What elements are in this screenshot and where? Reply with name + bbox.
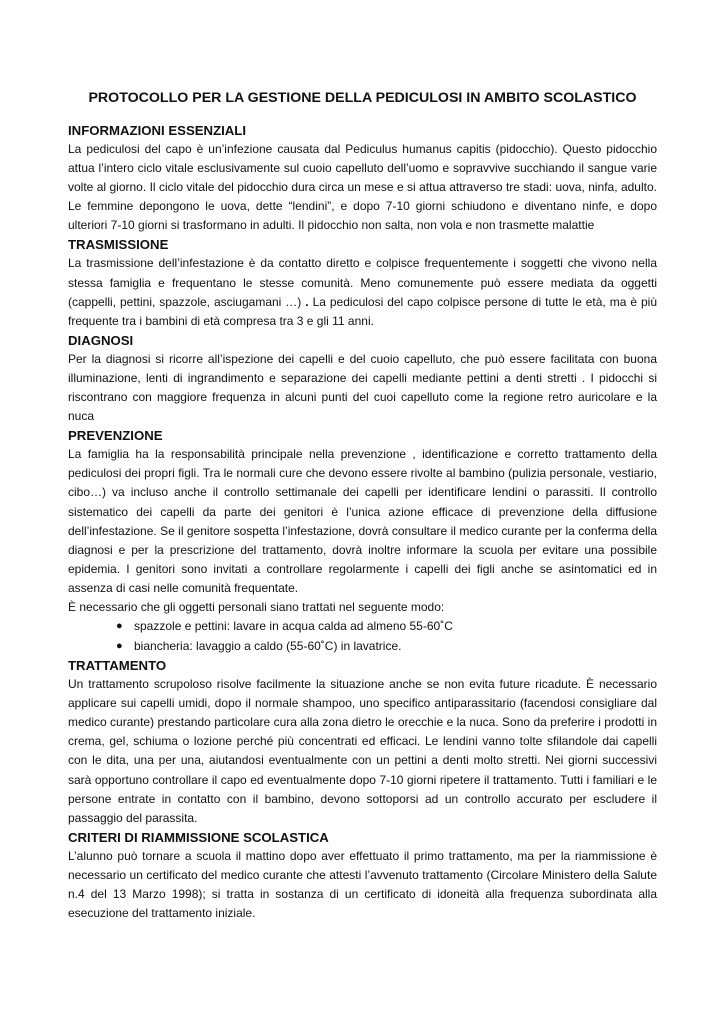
list-item-text: spazzole e pettini: lavare in acqua calda ad almeno 55-60˚C bbox=[134, 619, 453, 634]
section-heading-prevenzione: PREVENZIONE bbox=[68, 428, 163, 444]
list-item bbox=[116, 617, 657, 637]
section-text-trattamento: Un trattamento scrupoloso risolve facilmente la situazione anche se non evita future ricadute. È necessario applicare sui capelli umidi, dopo il normale shampoo, uno specifico antiparassitario (facendosi consigliare dal medico curante) prestando particolare cura alla zona dietro le orecchie e la nuca. Sono da preferire i prodotti in crema, gel, schiuma o lozione perché più concentrati ed efficaci. Le lendini vanno tolte sfilandole dai capelli con le dita, una per una, aiutandosi eventualmente con un pettini a denti molto stretti. Nei giorni successivi sarà opportuno controllare il capo ed eventualmente dopo 7-10 giorni ripetere il trattamento. Tutti i familiari e le persone entrate in contatto con il bambino, devono sottoporsi ad un controllo accurato per escludere il passaggio del parassita. bbox=[68, 677, 657, 825]
section-text-trasmissione bbox=[68, 254, 657, 330]
section-text-prevenzione-oggetti: È necessario che gli oggetti personali siano trattati nel seguente modo: bbox=[68, 599, 445, 614]
section-text-informazioni: La pediculosi del capo è un’infezione causata dal Pediculus humanus capitis (pidocchio). Questo pidocchio attua l’intero ciclo vitale esclusivamente sul cuoio capelluto dell’uomo e sopravvive succhiando il sangue varie volte al giorno. Il ciclo vitale del pidocchio dura circa un mese e si attua attraverso tre stadi: uova, ninfa, adulto. Le femmine depongono le uova, dette “lendini”, e dopo 7-10 giorni schiudono e diventano ninfe, e dopo ulteriori 7-10 giorni si trasformano in adulti. Il pidocchio non salta, non vola e non trasmette malattie bbox=[68, 142, 657, 233]
trasmissione-bold-dot: . bbox=[301, 294, 309, 309]
list-item bbox=[116, 637, 657, 657]
section-prevenzione bbox=[68, 427, 657, 656]
trasmissione-text-part2: La pediculosi del capo colpisce persone di tutte le età, ma è più frequente tra i bambini di età compresa tra 3 e gli 11 anni. bbox=[68, 294, 658, 328]
section-criteri bbox=[68, 829, 657, 923]
document-page bbox=[68, 88, 657, 924]
section-heading-criteri: CRITERI DI RIAMMISSIONE SCOLASTICA bbox=[68, 829, 329, 845]
section-text-prevenzione: La famiglia ha la responsabilità principale nella prevenzione , identificazione e corretto trattamento della pediculosi dei propri figli. Tra le normali cure che devono essere rivolte al bambino (pulizia personale, vestiario, cibo…) va incluso anche il controllo settimanale dei capelli per identificare lendini o parassiti. Il controllo sistematico dei capelli da parte dei genitori è l’unica azione efficace di prevenzione della diffusione dell’infestazione. Se il genitore sospetta l’infestazione, dovrà consultare il medico curante per la conferma della diagnosi e per la prescrizione del trattamento, dovrà inoltre informare la scuola per evitare una possibile epidemia. I genitori sono invitati a controllare regolarmente i capelli dei figli anche se asintomatici ed in assenza di casi nelle comunità frequentate. bbox=[68, 447, 657, 595]
list-item-text: biancheria: lavaggio a caldo (55-60˚C) in lavatrice. bbox=[134, 638, 402, 653]
bullet-icon: ● bbox=[116, 639, 123, 652]
section-text-diagnosi: Per la diagnosi si ricorre all’ispezione dei capelli e del cuoio capelluto, che può essere facilitata con buona illuminazione, lenti di ingrandimento e separazione dei capelli mediante pettini a denti stretti . I pidocchi si riscontrano con maggiore frequenza in alcuni punti del cuoi capelluto come la regione retro auricolare e la nuca bbox=[68, 351, 657, 424]
bullet-icon: ● bbox=[116, 620, 123, 633]
section-trasmissione bbox=[68, 236, 657, 330]
section-informazioni bbox=[68, 122, 657, 235]
trasmissione-text-part1: La trasmissione dell’infestazione è da contatto diretto e colpisce frequentemente i soggetti che vivono nella stessa famiglia e frequentano le stesse comunità. Meno comunemente può essere mediata da oggetti (cappelli, pettini, spazzole, asciugamani …) bbox=[68, 256, 657, 309]
document-title: PROTOCOLLO PER LA GESTIONE DELLA PEDICULOSI IN AMBITO SCOLASTICO bbox=[88, 90, 637, 106]
section-heading-informazioni: INFORMAZIONI ESSENZIALI bbox=[68, 123, 247, 138]
section-heading-diagnosi: DIAGNOSI bbox=[68, 332, 134, 348]
section-text-criteri: L’alunno può tornare a scuola il mattino dopo aver effettuato il primo trattamento, ma per la riammissione è necessario un certificato del medico curante che attesti l’avvenuto trattamento (Circolare Ministero della Salute n.4 del 13 Marzo 1998); si tratta in sostanza di un certificato di idoneità alla frequenza subordinata alla esecuzione del trattamento iniziale. bbox=[68, 848, 657, 921]
section-trattamento bbox=[68, 657, 657, 828]
section-heading-trattamento: TRATTAMENTO bbox=[68, 658, 167, 674]
section-diagnosi bbox=[68, 332, 657, 426]
section-heading-trasmissione: TRASMISSIONE bbox=[68, 237, 169, 253]
prevenzione-bullet-list bbox=[68, 617, 657, 656]
